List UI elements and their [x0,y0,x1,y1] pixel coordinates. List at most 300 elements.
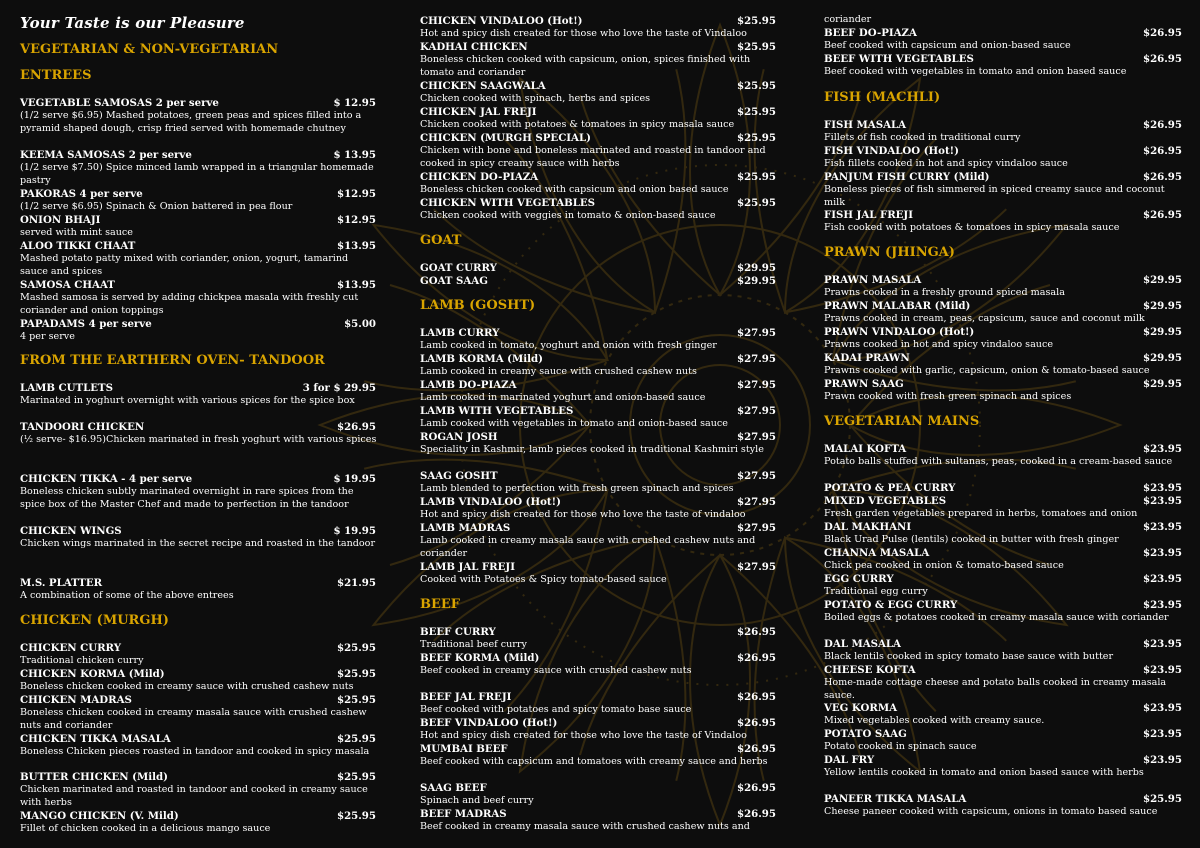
menu-item [824,573,1184,598]
menu-item-price: $25.95 [337,668,376,680]
menu-item-description: Chicken cooked with spinach, herbs and spices [420,93,651,104]
menu-item-description: Black lentils cooked in spicy tomato base sauce with butter [824,651,1114,662]
menu-item [824,352,1184,377]
menu-item-description: Mashed samosa is served by adding chickpea masala with freshly cut coriander and onion toppings [20,292,359,316]
menu-item-description: Lamb cooked in creamy sauce with crushed cashew nuts [420,366,697,377]
menu-item-name: VEG KORMA [824,702,898,714]
menu-item [824,53,1184,78]
menu-item-row [824,573,1184,585]
menu-item-price: $29.95 [1143,300,1182,312]
menu-item-description: (1/2 serve $6.95) Spinach & Onion battered in pea flour [20,201,293,212]
beef-continued-text: coriander [824,14,872,25]
menu-item-price: $13.95 [337,240,376,252]
menu-item-name: KADHAI CHICKEN [420,41,528,53]
menu-item [824,793,1184,818]
menu-item-row [420,106,778,118]
menu-item [20,525,378,550]
menu-item-name: PRAWN MASALA [824,274,922,286]
menu-item-price: $25.95 [337,810,376,822]
menu-item-description: Lamb cooked with vegetables in tomato and onion-based sauce [420,418,728,429]
menu-item [420,132,778,170]
menu-item-description: (1/2 serve $6.95) Mashed potatoes, green peas and spices filled into a pyramid shaped dough, crisp fried served with homemade chutney [20,110,362,134]
menu-item-row [20,214,378,226]
menu-item-name: FISH JAL FREJI [824,209,914,221]
menu-item-row [420,743,778,755]
menu-item-name: KEEMA SAMOSAS 2 per serve [20,149,192,161]
menu-item-name: CHICKEN KORMA (Mild) [20,668,165,680]
menu-item-row [420,80,778,92]
menu-item-name: BEEF KORMA (Mild) [420,652,540,664]
menu-item-name: CHICKEN (MURGH SPECIAL) [420,132,591,144]
menu-item [20,642,378,667]
menu-item-name: DAL MASALA [824,638,901,650]
menu-item-price: $ 19.95 [333,525,376,537]
menu-item-name: LAMB WITH VEGETABLES [420,405,574,417]
menu-item-row [20,382,378,394]
menu-item [420,275,778,287]
menu-item-row [824,209,1184,221]
menu-item-row [824,53,1184,65]
menu-item-price: $26.95 [737,782,776,794]
menu-item [420,197,778,222]
menu-item-description: Chicken cooked with potatoes & tomatoes in spicy masala sauce [420,119,735,130]
menu-item-name: EGG CURRY [824,573,894,585]
menu-item-name: FISH MASALA [824,119,907,131]
section-title-chicken: CHICKEN (MURGH) [20,613,169,628]
menu-item [20,240,378,278]
menu-item-description: Chicken marinated and roasted in tandoor and cooked in creamy sauce with herbs [20,784,368,808]
menu-item-description: Traditional chicken curry [20,655,144,666]
menu-item-row [824,702,1184,714]
menu-item-name: DAL FRY [824,754,875,766]
menu-item-description: Lamb cooked in creamy masala sauce with crushed cashew nuts and coriander [420,535,756,559]
menu-item [420,743,778,768]
menu-item-row [420,782,778,794]
menu-item-name: BUTTER CHICKEN (Mild) [20,771,168,783]
menu-item-price: $ 19.95 [333,473,376,485]
menu-item-name: BEEF VINDALOO (Hot!) [420,717,558,729]
menu-item-price: $25.95 [737,197,776,209]
section-title-prawn: PRAWN (JHINGA) [824,245,955,260]
menu-item-name: CHICKEN MADRAS [20,694,132,706]
menu-item-row [420,41,778,53]
menu-item [420,41,778,79]
menu-item-name: ROGAN JOSH [420,431,498,443]
menu-item-row [420,327,778,339]
menu-item [420,470,778,495]
menu-item-description: Traditional egg curry [824,586,928,597]
menu-item-row [824,27,1184,39]
menu-item [824,728,1184,753]
menu-item-name: PANJUM FISH CURRY (Mild) [824,171,990,183]
menu-item-description: Boiled eggs & potatoes cooked in creamy masala sauce with coriander [824,612,1169,623]
menu-item-description: Lamb blended to perfection with fresh green spinach and spices [420,483,734,494]
menu-item-row [420,353,778,365]
menu-item-description: Fish cooked with potatoes & tomatoes in spicy masala sauce [824,222,1120,233]
menu-item [20,733,378,758]
menu-item-name: CHICKEN WITH VEGETABLES [420,197,596,209]
menu-item [824,638,1184,663]
menu-item-description: (½ serve- $16.95)Chicken marinated in fresh yoghurt with various spices [20,434,377,445]
menu-item-name: BEEF DO-PIAZA [824,27,917,39]
menu-item-price: $13.95 [337,279,376,291]
menu-item [824,171,1184,209]
menu-item-price: $27.95 [737,431,776,443]
menu-item-price: $26.95 [737,743,776,755]
menu-item-name: MANGO CHICKEN (V. Mild) [20,810,179,822]
menu-item-row [824,599,1184,611]
menu-item-price: $26.95 [1143,171,1182,183]
section-title-tandoor: FROM THE EARTHERN OVEN- TANDOOR [20,353,325,368]
menu-item-description: Home-made cottage cheese and potato balls cooked in creamy masala sauce. [824,677,1167,701]
menu-item-row [20,733,378,745]
menu-item-name: POTATO SAAG [824,728,907,740]
menu-item-description: served with mint sauce [20,227,133,238]
tagline: Your Taste is our Pleasure [20,14,245,32]
menu-item [420,106,778,131]
menu-item [420,353,778,378]
menu-item [420,691,778,716]
menu-item-row [420,717,778,729]
menu-item-name: LAMB MADRAS [420,522,511,534]
menu-item-description: Speciality in Kashmir, lamb pieces cooked in traditional Kashmiri style [420,444,764,455]
menu-item-row [824,728,1184,740]
menu-item-name: GOAT SAAG [420,275,488,287]
menu-item-price: $27.95 [737,496,776,508]
header-title: VEGETARIAN & NON-VEGETARIAN [20,42,279,57]
menu-item [420,652,778,677]
menu-item-row [20,97,378,109]
menu-item-price: $27.95 [737,405,776,417]
menu-item-price: $23.95 [1143,443,1182,455]
menu-item [420,327,778,352]
section-title-fish: FISH (MACHLI) [824,90,941,105]
menu-item-description: Prawns cooked in hot and spicy vindaloo sauce [824,339,1054,350]
section-title-beef: BEEF [420,597,461,612]
menu-item-row [20,668,378,680]
menu-item-row [20,473,378,485]
menu-item-description: Boneless chicken subtly marinated overnight in rare spices from the spice box of the Master Chef and made to perfection in the tandoor [20,486,354,510]
menu-item-price: $25.95 [337,694,376,706]
menu-item-price: $29.95 [1143,352,1182,364]
menu-item-row [20,318,378,330]
menu-item-name: TANDOORI CHICKEN [20,421,145,433]
menu-item-row [420,808,778,820]
menu-item-description: Chicken with bone and boneless marinated and roasted in tandoor and cooked in spicy creamy sauce with herbs [420,145,766,169]
menu-item-row [824,300,1184,312]
section-title-goat: GOAT [420,233,462,248]
menu-item-name: LAMB DO-PIAZA [420,379,517,391]
menu-item-price: $23.95 [1143,495,1182,507]
menu-item-description: (1/2 serve $7.50) Spice minced lamb wrapped in a triangular homemade pastry [20,162,374,186]
menu-item-price: $5.00 [344,318,376,330]
menu-item-row [20,240,378,252]
menu-item-row [420,652,778,664]
menu-item-name: CHICKEN WINGS [20,525,122,537]
menu-item-row [420,522,778,534]
menu-item [420,808,778,833]
menu-item-row [824,793,1184,805]
menu-item [20,97,378,135]
menu-item-description: Traditional beef curry [420,639,527,650]
menu-item [20,279,378,317]
menu-item [824,599,1184,624]
menu-item-price: $25.95 [737,15,776,27]
menu-item-row [420,431,778,443]
menu-item-name: LAMB CUTLETS [20,382,113,394]
menu-item-description: 4 per serve [20,331,75,342]
menu-item-description: Boneless chicken cooked in creamy masala sauce with crushed cashew nuts and coriander [20,707,367,731]
menu-item-price: $26.95 [737,626,776,638]
menu-item-row [824,495,1184,507]
menu-item-row [420,626,778,638]
menu-item-description: Cooked with Potatoes & Spicy tomato-based sauce [420,574,667,585]
menu-item-price: $23.95 [1143,573,1182,585]
menu-item [20,694,378,732]
menu-item-name: SAAG BEEF [420,782,487,794]
menu-item-price: $26.95 [737,652,776,664]
menu-item-price: $25.95 [1143,793,1182,805]
menu-item-name: ONION BHAJI [20,214,101,226]
menu-item-row [20,771,378,783]
menu-item-price: $27.95 [737,561,776,573]
menu-item-row [20,149,378,161]
menu-item [420,379,778,404]
menu-item-row [824,754,1184,766]
menu-item-name: CHICKEN TIKKA - 4 per serve [20,473,193,485]
menu-item-row [20,525,378,537]
menu-item-name: SAMOSA CHAAT [20,279,115,291]
menu-item-price: $26.95 [737,717,776,729]
menu-item [420,431,778,456]
menu-item-row [824,638,1184,650]
menu-item-description: Beef cooked in creamy masala sauce with crushed cashew nuts and [420,821,750,832]
menu-item [824,547,1184,572]
menu-item [20,810,378,835]
menu-item [20,382,378,407]
menu-item-price: $25.95 [737,41,776,53]
menu-item-description: Boneless Chicken pieces roasted in tandoor and cooked in spicy masala [20,746,370,757]
menu-item-row [420,405,778,417]
menu-item-description: Chicken cooked with veggies in tomato & onion-based sauce [420,210,716,221]
menu-item-description: Prawns cooked in a freshly ground spiced masala [824,287,1065,298]
menu-item [420,561,778,586]
menu-item-price: $23.95 [1143,482,1182,494]
section-title-lamb: LAMB (GOSHT) [420,298,536,313]
menu-item-name: MALAI KOFTA [824,443,907,455]
menu-item-row [824,352,1184,364]
menu-item-row [20,279,378,291]
menu-item-name: BEEF JAL FREJI [420,691,512,703]
menu-item-name: LAMB JAL FREJI [420,561,515,573]
menu-item-name: CHICKEN CURRY [20,642,121,654]
menu-item [824,300,1184,325]
menu-item-name: CHICKEN DO-PIAZA [420,171,539,183]
menu-item-row [824,145,1184,157]
menu-item [824,702,1184,727]
menu-item-row [824,521,1184,533]
menu-item-price: $29.95 [737,275,776,287]
menu-item [824,274,1184,299]
menu-item-name: CHICKEN JAL FREJI [420,106,537,118]
menu-item-description: Boneless chicken cooked in creamy sauce with crushed cashew nuts [20,681,354,692]
menu-item-row [420,197,778,209]
menu-item-name: POTATO & EGG CURRY [824,599,958,611]
menu-item-row [20,188,378,200]
menu-item-row [420,691,778,703]
menu-item-price: $25.95 [737,132,776,144]
menu-item [420,80,778,105]
menu-item-name: SAAG GOSHT [420,470,498,482]
menu-item-description: Lamb cooked in marinated yoghurt and onion-based sauce [420,392,706,403]
menu-item [824,443,1184,468]
menu-item [824,482,1184,494]
menu-item-row [20,694,378,706]
menu-item-description: Mixed vegetables cooked with creamy sauce. [824,715,1045,726]
menu-item [20,668,378,693]
menu-item-row [420,275,778,287]
menu-item-name: PANEER TIKKA MASALA [824,793,967,805]
menu-item-name: ALOO TIKKI CHAAT [20,240,136,252]
menu-item-row [420,561,778,573]
menu-item-row [824,443,1184,455]
menu-item-name: PAKORAS 4 per serve [20,188,143,200]
menu-item-description: Fish fillets cooked in hot and spicy vindaloo sauce [824,158,1068,169]
menu-item-description: Potato balls stuffed with sultanas, peas, cooked in a cream-based sauce [824,456,1173,467]
menu-item-row [824,326,1184,338]
menu-item-price: $ 12.95 [333,97,376,109]
menu-item-name: POTATO & PEA CURRY [824,482,956,494]
menu-item-row [824,664,1184,676]
menu-item-description: Hot and spicy dish created for those who love the taste of Vindaloo [420,730,747,741]
menu-item-price: $25.95 [737,80,776,92]
menu-item-name: MUMBAI BEEF [420,743,508,755]
menu-item-name: LAMB CURRY [420,327,500,339]
menu-item-name: FISH VINDALOO (Hot!) [824,145,959,157]
menu-item-price: $23.95 [1143,702,1182,714]
menu-item [824,495,1184,520]
menu-item-description: Fillet of chicken cooked in a delicious mango sauce [20,823,271,834]
menu-item-description: Hot and spicy dish created for those who love the taste of Vindaloo [420,28,747,39]
menu-item-price: $29.95 [1143,326,1182,338]
menu-item-price: $26.95 [1143,27,1182,39]
menu-item-price: $ 13.95 [333,149,376,161]
menu-item-price: $25.95 [337,733,376,745]
menu-item [420,15,778,40]
menu-item-price: $23.95 [1143,547,1182,559]
menu-item-name: CHEESE KOFTA [824,664,916,676]
menu-item-description: Fresh garden vegetables prepared in herbs, tomatoes and onion [824,508,1138,519]
menu-item [420,496,778,521]
menu-item-name: LAMB KORMA (Mild) [420,353,543,365]
menu-item-description: Boneless chicken cooked with capsicum, onion, spices finished with tomato and coriander [420,54,751,78]
menu-item-name: MIXED VEGETABLES [824,495,947,507]
menu-item-price: $12.95 [337,214,376,226]
menu-item [420,717,778,742]
menu-item-price: $25.95 [737,171,776,183]
menu-item-description: Yellow lentils cooked in tomato and onion based sauce with herbs [824,767,1144,778]
menu-item-description: Beef cooked with capsicum and onion-based sauce [824,40,1071,51]
menu-item-name: KADAI PRAWN [824,352,910,364]
menu-item-name: CHICKEN VINDALOO (Hot!) [420,15,583,27]
menu-item-name: PRAWN VINDALOO (Hot!) [824,326,975,338]
menu-item-row [420,379,778,391]
menu-item [824,145,1184,170]
menu-item-description: Beef cooked with vegetables in tomato and onion based sauce [824,66,1127,77]
menu-item-price: $27.95 [737,470,776,482]
menu-item-price: $23.95 [1143,754,1182,766]
menu-item-name: PAPADAMS 4 per serve [20,318,152,330]
menu-item-price: $26.95 [737,691,776,703]
menu-item-description: Fillets of fish cooked in traditional curry [824,132,1021,143]
menu-item-price: $25.95 [337,642,376,654]
menu-item-description: Lamb cooked in tomato, yoghurt and onion with fresh ginger [420,340,717,351]
menu-item-name: M.S. PLATTER [20,577,103,589]
menu-item-row [20,421,378,433]
menu-item-name: LAMB VINDALOO (Hot!) [420,496,561,508]
menu-item-description: Boneless pieces of fish simmered in spiced creamy sauce and coconut milk [824,184,1165,208]
menu-item-price: $27.95 [737,353,776,365]
menu-item [20,188,378,213]
menu-item [20,421,378,446]
menu-item-description: Chick pea cooked in onion & tomato-based sauce [824,560,1064,571]
menu-item [20,473,378,511]
menu-item-row [20,642,378,654]
menu-item [20,214,378,239]
menu-item-description: A combination of some of the above entrees [20,590,234,601]
menu-item-name: DAL MAKHANI [824,521,912,533]
menu-item [420,782,778,807]
menu-item [420,626,778,651]
menu-item-row [420,15,778,27]
section-title-entrees: ENTREES [20,68,92,83]
menu-item-name: PRAWN SAAG [824,378,904,390]
menu-item-price: $29.95 [737,262,776,274]
menu-item-row [420,171,778,183]
menu-item-price: $26.95 [1143,119,1182,131]
menu-item-name: BEEF CURRY [420,626,496,638]
menu-item-price: $27.95 [737,379,776,391]
menu-item [20,149,378,187]
menu-item-price: $23.95 [1143,728,1182,740]
menu-item [420,262,778,274]
menu-item-price: $27.95 [737,522,776,534]
menu-item-name: CHICKEN TIKKA MASALA [20,733,171,745]
menu-item-price: $12.95 [337,188,376,200]
menu-item [420,522,778,560]
menu-item-row [420,132,778,144]
menu-item-description: Cheese paneer cooked with capsicum, onions in tomato based sauce [824,806,1158,817]
menu-item [824,754,1184,779]
menu-item-description: Prawns cooked with garlic, capsicum, onion & tomato-based sauce [824,365,1150,376]
menu-item-description: Prawn cooked with fresh green spinach and spices [824,391,1072,402]
menu-item-name: BEEF WITH VEGETABLES [824,53,974,65]
menu-item [824,27,1184,52]
menu-item [420,405,778,430]
menu-item-row [824,119,1184,131]
menu-item-description: Beef cooked with capsicum and tomatoes with creamy sauce and herbs [420,756,768,767]
menu-item-name: GOAT CURRY [420,262,497,274]
menu-item-price: $29.95 [1143,378,1182,390]
menu-item-description: Potato cooked in spinach sauce [824,741,977,752]
menu-item-price: $23.95 [1143,521,1182,533]
menu-item-row [824,482,1184,494]
menu-item-price: $23.95 [1143,664,1182,676]
menu-item-description: Mashed potato patty mixed with coriander, onion, yogurt, tamarind sauce and spices [20,253,349,277]
menu-item-description: Beef cooked with potatoes and spicy tomato base sauce [420,704,692,715]
menu-item-row [20,577,378,589]
menu-item-row [20,810,378,822]
